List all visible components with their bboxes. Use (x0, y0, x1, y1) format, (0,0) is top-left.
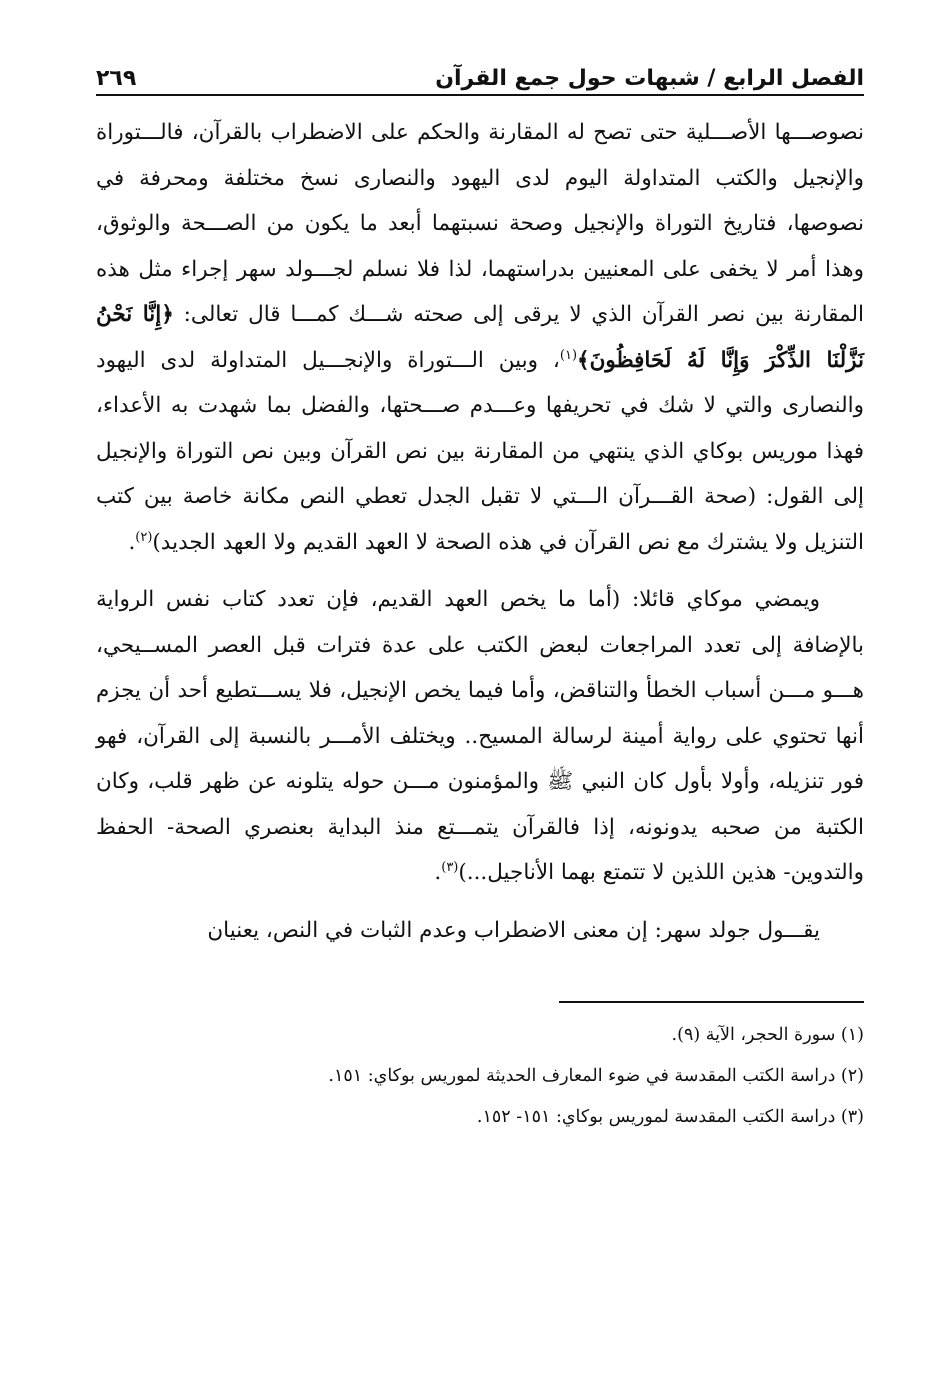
quran-verse: ﴿إِنَّا نَحْنُ نَزَّلْنَا الذِّكْرَ وَإِنَّا لَهُ لَحَافِظُونَ﴾ (96, 302, 864, 373)
paragraph-1 (96, 110, 864, 565)
footnote-divider (559, 1001, 864, 1003)
paragraph-1-text-b: ، وبين الـــتوراة والإنجـــيل المتداولة لدى اليهود والنصارى والتي لا شك في تحريفها وعـــدم صـــحتها، والفضل بما شهدت به الأعداء، فهذا موريس بوكاي الذي ينتهي من المقارنة بين نص القرآن وبين نص التوراة والإنجيل إلى القول: (صحة القـــرآن الـــتي لا تقبل الجدل تعطي النص مكانة خاصة بين كتب التنزيل ولا يشترك مع نص القرآن في هذه الصحة لا العهد القديم ولا العهد الجديد) (96, 347, 864, 555)
footnote-1: (١) سورة الحجر، الآية (٩). (671, 1025, 864, 1045)
footnote-ref-3: (٣) (441, 859, 459, 875)
footnote-2: (٢) دراسة الكتب المقدسة في ضوء المعارف الحديثة لموريس بوكاي: ١٥١. (328, 1066, 864, 1086)
paragraph-2 (96, 577, 864, 896)
page-number: ٢٦٩ (96, 66, 137, 91)
running-header (96, 58, 864, 96)
footnote-ref-2: (٢) (135, 529, 153, 545)
body-text (96, 110, 864, 953)
paragraph-1-text-a: نصوصـــها الأصـــلية حتى تصح له المقارنة والحكم على الاضطراب بالقرآن، فالـــتوراة والإنجيل والكتب المتداولة اليوم لدى اليهود والنصارى نسخ مختلفة ومحرفة في نصوصها، فتاريخ التوراة والإنجيل وصحة نسبتهما أبعد ما يكون من الصـــحة والوثوق، وهذا أمر لا يخفى على المعنيين بدراستهما، لذا فلا نسلم لجـــولد سهر إجراء مثل هذه المقارنة بين نصر القرآن الذي لا يرقى إلى صحته شـــك كمـــا قال تعالى: (96, 120, 864, 327)
paragraph-3: يقـــول جولد سهر: إن معنى الاضطراب وعدم الثبات في النص، يعنيان (207, 917, 820, 943)
footnote-ref-1: (١) (559, 347, 578, 363)
chapter-title: الفصل الرابع / شبهات حول جمع القرآن (435, 66, 864, 91)
footnotes (96, 1015, 864, 1138)
paragraph-2-text-a: ويمضي موكاي قائلا: (أما ما يخص العهد القديم، فإن تعدد كتاب نفس الرواية بالإضافة إلى تعدد المراجعات لبعض الكتب على عدة فترات قبل العصر المســيحي، هـــو مـــن أسباب الخطأ والتناقض، وأما فيما يخص الإنجيل، فلا يســـتطيع أحد أن يجزم أنها تحتوي على رواية أمينة لرسالة المسيح.. ويختلف الأمـــر بالنسبة إلى القرآن، فهو فور تنزيله، وأولا بأول كان النبي ﷺ والمؤمنون مـــن حوله يتلونه عن ظهر قلب، وكان الكتبة من صحبه يدونونه، إذا فالقرآن يتمـــتع منذ البداية بعنصري الصحة- الحفظ والتدوين- هذين اللذين لا تتمتع بهما الأناجيل...) (96, 587, 864, 885)
paragraph-1-text-c: . (128, 529, 136, 555)
footnote-3: (٣) دراسة الكتب المقدسة لموريس بوكاي: ١٥١- ١٥٢. (476, 1107, 864, 1127)
book-page (96, 58, 864, 1336)
paragraph-2-text-b: . (434, 860, 442, 885)
